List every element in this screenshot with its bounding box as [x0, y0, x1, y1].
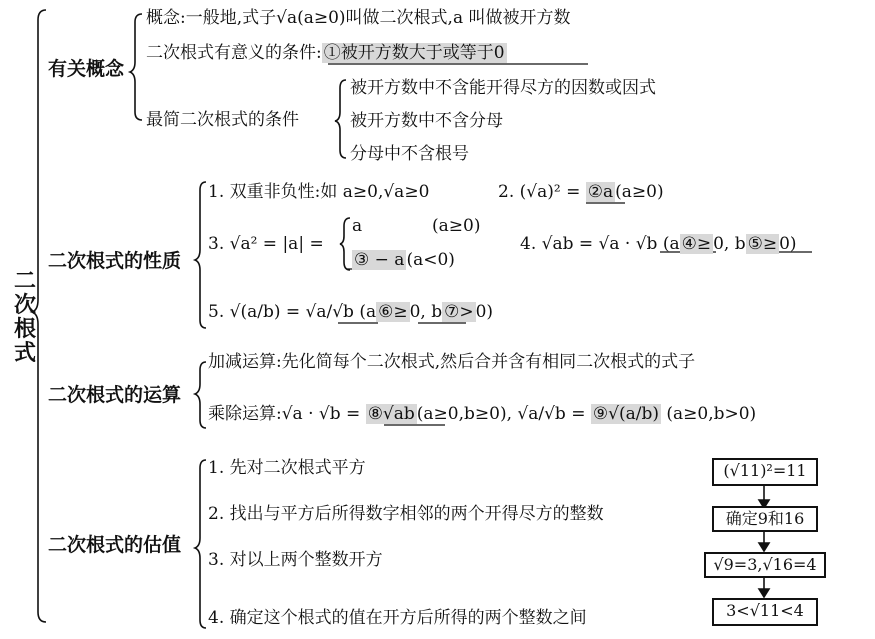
property-3-case1: a	[352, 216, 363, 236]
property-2-pre: 2. (√a)² =	[498, 182, 581, 202]
estimation-step: 4. 确定这个根式的值在开方后所得的两个整数之间	[208, 608, 587, 628]
property-3-pre: 3. √a² = |a| =	[208, 234, 324, 254]
answer-7: ⑦>	[444, 302, 474, 322]
property-2-post: (a≥0)	[615, 182, 664, 202]
answer-4: ④≥	[681, 234, 712, 254]
root-char: 二	[14, 269, 37, 294]
estimation-heading: 二次根式的估值	[48, 534, 182, 556]
property-3-cond2: (a<0)	[406, 250, 455, 270]
mul-post: (a≥0,b≥0),	[416, 404, 512, 424]
add-sub-rule: 加减运算:先化简每个二次根式,然后合并含有相同二次根式的式子	[208, 352, 696, 372]
property-4	[520, 234, 797, 254]
estimation-step: 3. 对以上两个整数开方	[208, 550, 383, 570]
property-4-mid: 0, b	[713, 234, 746, 254]
simplest-item: 被开方数中不含分母	[350, 111, 503, 131]
meaningful-condition	[146, 43, 507, 63]
root-char: 次	[14, 293, 37, 318]
flow-step-1: (√11)²=11	[712, 458, 818, 486]
simplest-label: 最简二次根式的条件	[146, 110, 299, 130]
property-5	[208, 302, 493, 322]
mul-div-rule	[208, 404, 756, 424]
root-title	[14, 270, 36, 366]
div-pre: √a/√b =	[517, 404, 586, 424]
meaningful-label: 二次根式有意义的条件:	[146, 43, 322, 63]
flow-step-3: √9=3,√16=4	[704, 552, 826, 578]
root-char: 根	[14, 317, 37, 342]
property-4-pre: 4. √ab = √a · √b (a	[520, 234, 680, 254]
flow-step-2: 确定9和16	[712, 506, 818, 532]
simplest-item: 被开方数中不含能开得尽方的因数或因式	[350, 78, 656, 98]
property-1: 1. 双重非负性:如 a≥0,√a≥0	[208, 182, 430, 202]
property-5-mid: 0, b	[409, 302, 443, 322]
concepts-heading: 有关概念	[48, 58, 125, 80]
flow-step-4: 3<√11<4	[712, 598, 818, 626]
mul-pre: 乘除运算:√a · √b =	[208, 404, 361, 424]
estimation-step: 2. 找出与平方后所得数字相邻的两个开得尽方的整数	[208, 504, 604, 524]
property-2	[498, 182, 664, 202]
answer-3: ③ − a	[354, 250, 405, 270]
simplest-item: 分母中不含根号	[350, 144, 469, 164]
answer-6: ⑥≥	[378, 302, 408, 322]
properties-heading: 二次根式的性质	[48, 250, 182, 272]
definition-text: 概念:一般地,式子√a(a≥0)叫做二次根式,a 叫做被开方数	[146, 8, 571, 28]
property-3-cond1: (a≥0)	[432, 216, 481, 236]
answer-2: ②a	[587, 182, 614, 202]
property-3-case2-row	[352, 250, 455, 270]
property-4-post: 0)	[779, 234, 797, 254]
div-post: (a≥0,b>0)	[666, 404, 757, 424]
operations-heading: 二次根式的运算	[48, 384, 182, 406]
estimation-step: 1. 先对二次根式平方	[208, 458, 366, 478]
answer-5: ⑤≥	[747, 234, 778, 254]
property-5-pre: 5. √(a/b) = √a/√b (a	[208, 302, 377, 322]
root-char: 式	[14, 341, 37, 366]
property-5-post: 0)	[475, 302, 494, 322]
answer-8: ⑧√ab	[367, 404, 415, 424]
answer-9: ⑨√(a/b)	[592, 404, 659, 424]
answer-1: ①被开方数大于或等于0	[323, 43, 505, 63]
